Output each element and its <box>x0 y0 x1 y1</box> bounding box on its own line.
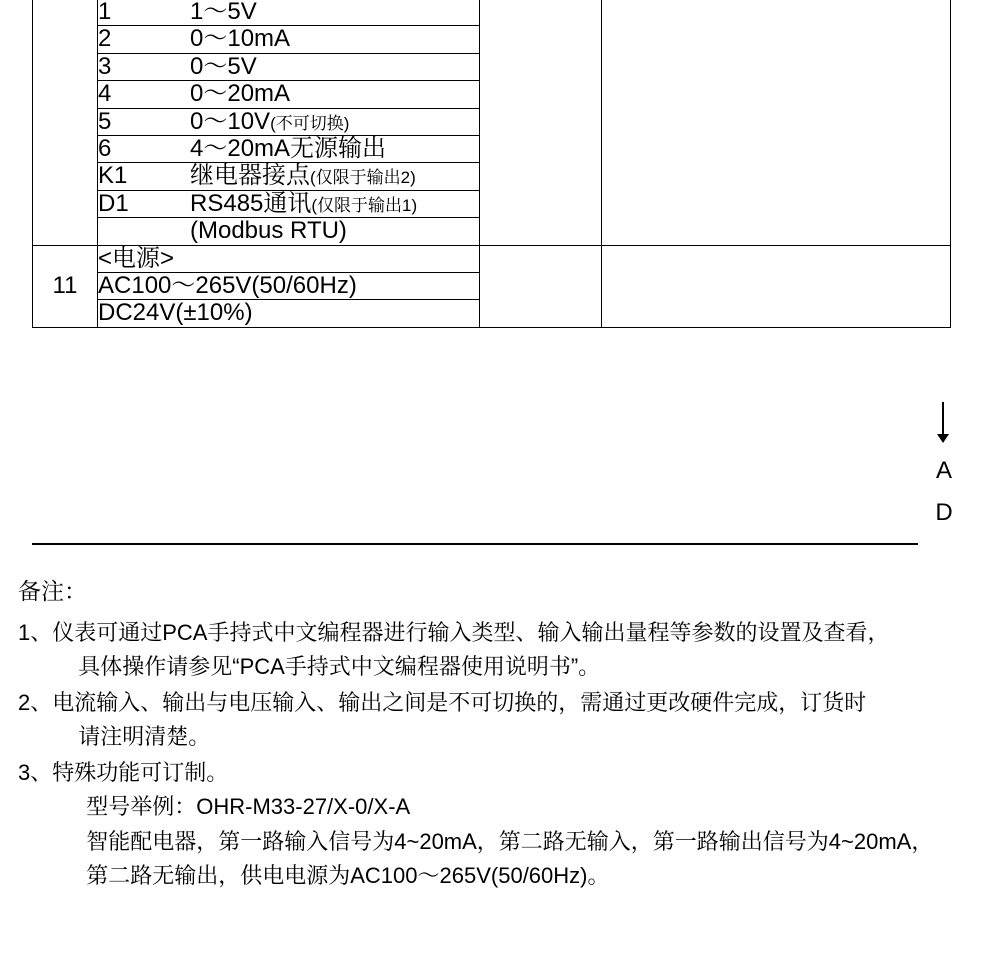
option-desc-text: 0～10V <box>190 107 271 135</box>
power-ac-value: AC100～265V(50/60Hz) <box>98 272 480 299</box>
note-body <box>52 616 978 684</box>
note-line: 仪表可通过PCA手持式中文编程器进行输入类型、输入输出量程等参数的设置及查看， <box>52 620 890 645</box>
option-code: 6 <box>98 135 190 162</box>
note-line: 智能配电器，第一路输入信号为4~20mA，第二路无输入，第一路输出信号为4~20mA， <box>86 828 934 854</box>
option-desc-text: 4～20mA无源输出 <box>190 134 387 162</box>
marker-arrow-head-icon <box>937 434 949 443</box>
power-row <box>33 245 951 272</box>
note-number: 2、 <box>18 690 53 716</box>
option-desc-text: (Modbus RTU) <box>190 217 347 245</box>
power-row-number: 11 <box>33 245 98 327</box>
option-code: D1 <box>98 190 190 217</box>
marker-label-a: A <box>935 457 952 484</box>
table-bottom-rule <box>32 543 918 545</box>
table-row <box>98 218 480 245</box>
option-desc <box>190 218 480 245</box>
option-code: 4 <box>98 81 190 108</box>
option-desc <box>190 135 480 162</box>
note-item-1 <box>18 616 978 684</box>
option-desc <box>190 81 480 108</box>
note-line-model-example: 型号举例：OHR-M33-27/X-0/X-A <box>86 794 411 820</box>
note-line: 第二路无输出，供电电源为AC100～265V(50/60Hz)。 <box>86 862 610 888</box>
marker-arrow-line <box>942 402 944 436</box>
note-body <box>52 756 978 892</box>
option-desc-text: 继电器接点 <box>190 162 310 190</box>
output-row-number <box>33 0 98 245</box>
note-line: 电流输入、输出与电压输入、输出之间是不可切换的，需通过更改硬件完成，订货时 <box>52 690 867 716</box>
output-mid-blank <box>480 0 602 245</box>
power-mid-blank <box>480 245 602 327</box>
power-title: <电源> <box>98 245 480 272</box>
power-dc-value: DC24V(±10%) <box>98 300 480 327</box>
notes-title: 备注： <box>18 578 87 604</box>
marker-label-d: D <box>935 499 953 526</box>
note-number: 1、 <box>18 620 53 645</box>
option-desc-note: (仅限于输出2) <box>310 168 416 188</box>
option-code: K1 <box>98 163 190 190</box>
option-code: 3 <box>98 53 190 80</box>
table-row <box>98 163 480 190</box>
output-options-row <box>33 0 951 245</box>
option-code: 1 <box>98 0 190 26</box>
table-row <box>98 53 480 80</box>
table-row <box>98 81 480 108</box>
specification-table <box>32 0 951 328</box>
output-right-blank <box>602 0 951 245</box>
table-row <box>98 26 480 53</box>
note-number: 3、 <box>18 760 53 786</box>
option-code: 2 <box>98 26 190 53</box>
option-desc <box>190 53 480 80</box>
option-desc-text: 1～5V <box>190 0 257 25</box>
table-row <box>98 108 480 135</box>
power-right-blank <box>602 245 951 327</box>
option-code: 5 <box>98 108 190 135</box>
option-desc-text: 0～20mA <box>190 80 291 108</box>
option-desc <box>190 0 480 26</box>
option-desc <box>190 190 480 217</box>
table-row <box>98 135 480 162</box>
option-code <box>98 218 190 245</box>
option-desc-text: 0～5V <box>190 52 257 80</box>
output-options-list <box>98 0 480 245</box>
option-desc-text: RS485通讯 <box>190 189 312 217</box>
note-line: 请注明清楚。 <box>78 724 211 750</box>
note-item-3 <box>18 756 978 892</box>
option-desc-note: (不可切换) <box>270 113 350 133</box>
output-options-cell <box>98 0 480 245</box>
table-row <box>98 0 480 26</box>
note-line: 具体操作请参见“PCA手持式中文编程器使用说明书”。 <box>78 654 601 680</box>
note-item-2 <box>18 686 978 754</box>
option-desc-text: 0～10mA <box>190 25 291 53</box>
note-body <box>52 686 978 754</box>
notes-section <box>18 573 978 895</box>
option-desc-note: (仅限于输出1) <box>311 195 418 215</box>
option-desc <box>190 108 480 135</box>
note-line: 特殊功能可订制。 <box>52 760 229 786</box>
option-desc <box>190 26 480 53</box>
table-row <box>98 190 480 217</box>
option-desc <box>190 163 480 190</box>
